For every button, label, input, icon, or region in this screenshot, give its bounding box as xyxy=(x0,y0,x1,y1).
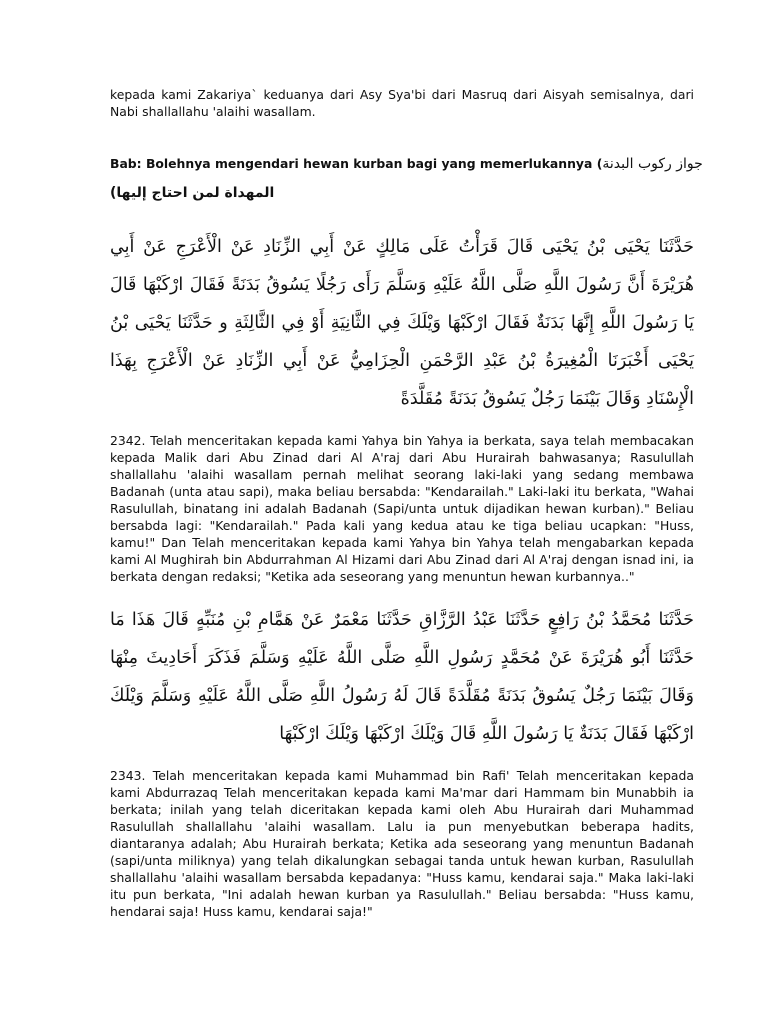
hadith-2343-arabic: حَدَّثَنَا مُحَمَّدُ بْنُ رَافِعٍ حَدَّثَنَا عَبْدُ الرَّزَّاقِ حَدَّثَنَا مَعْمَرٌ عَنْ هَمَّامِ بْنِ مُنَبِّهٍ قَالَ هَذَا مَا حَدَّثَنَا أَبُو هُرَيْرَةَ عَنْ مُحَمَّدٍ رَسُولِ اللَّهِ صَلَّى اللَّهُ عَلَيْهِ وَسَلَّمَ فَذَكَرَ أَحَادِيثَ مِنْهَا وَقَالَ بَيْنَمَا رَجُلٌ يَسُوقُ بَدَنَةً مُقَلَّدَةً قَالَ لَهُ رَسُولُ اللَّهِ صَلَّى اللَّهُ عَلَيْهِ وَسَلَّمَ وَيْلَكَ ارْكَبْهَا فَقَالَ بَدَنَةٌ يَا رَسُولَ اللَّهِ قَالَ وَيْلَكَ ارْكَبْهَا وَيْلَكَ ارْكَبْهَا xyxy=(110,610,694,744)
intro-paragraph: kepada kami Zakariya` keduanya dari Asy Sya'bi dari Masruq dari Aisyah semisalnya, dari Nabi shallallahu 'alaihi wasallam. xyxy=(110,87,694,119)
hadith-2342-arabic: حَدَّثَنَا يَحْيَى بْنُ يَحْيَى قَالَ قَرَأْتُ عَلَى مَالِكٍ عَنْ أَبِي الزِّنَادِ عَنْ الْأَعْرَجِ عَنْ أَبِي هُرَيْرَةَ أَنَّ رَسُولَ اللَّهِ صَلَّى اللَّهُ عَلَيْهِ وَسَلَّمَ رَأَى رَجُلًا يَسُوقُ بَدَنَةً فَقَالَ ارْكَبْهَا قَالَ يَا رَسُولَ اللَّهِ إِنَّهَا بَدَنَةٌ فَقَالَ ارْكَبْهَا وَيْلَكَ فِي الثَّانِيَةِ أَوْ فِي الثَّالِثَةِ و حَدَّثَنَا يَحْيَى بْنُ يَحْيَى أَخْبَرَنَا الْمُغِيرَةُ بْنُ عَبْدِ الرَّحْمَنِ الْحِزَامِيُّ عَنْ أَبِي الزِّنَادِ عَنْ الْأَعْرَجِ بِهَذَا الْإِسْنَادِ وَقَالَ بَيْنَمَا رَجُلٌ يَسُوقُ بَدَنَةً مُقَلَّدَةً xyxy=(110,237,694,409)
hadith-2343-translation: 2343. Telah menceritakan kepada kami Muhammad bin Rafi' Telah menceritakan kepada kami Abdurrazaq Telah menceritakan kepada kami Ma'mar dari Hammam bin Munabbih ia berkata; inilah yang telah diceritakan kepada kami oleh Abu Hurairah dari Muhammad Rasulullah shallallahu 'alaihi wasallam. Lalu ia pun menyebutkan beberapa hadits, diantaranya adalah; Abu Hurairah berkata; Ketika ada seseorang yang menuntun Badanah (sapi/unta miliknya) yang telah dikalungkan sebagai tanda untuk hewan kurban, Rasulullah shallallahu 'alaihi wasallam bersabda kepadanya: "Huss kamu, kendarai saja." Maka laki-laki itu pun berkata, "Ini adalah hewan kurban ya Rasulullah." Beliau bersabda: "Huss kamu, hendarai saja! Huss kamu, kendarai saja!" xyxy=(110,768,694,919)
chapter-heading-arabic-line2: المهداة لمن احتاج إليها) xyxy=(110,185,275,201)
chapter-heading-arabic: جواز ركوب البدنة xyxy=(602,156,703,172)
document-page xyxy=(110,86,703,936)
chapter-heading xyxy=(110,154,703,174)
hadith-2342-translation: 2342. Telah menceritakan kepada kami Yahya bin Yahya ia berkata, saya telah membacakan kepada Malik dari Abu Zinad dari Al A'raj dari Abu Hurairah bahwasanya; Rasulullah shallallahu 'alaihi wasallam pernah melihat seorang laki-laki yang sedang membawa Badanah (unta atau sapi), maka beliau bersabda: "Kendarailah." Laki-laki itu berkata, "Wahai Rasulullah, binatang ini adalah Badanah (Sapi/unta untuk dijadikan hewan kurban)." Beliau bersabda lagi: "Kendarailah." Pada kali yang kedua atau ke tiga beliau ucapkan: "Huss, kamu!" Dan Telah menceritakan kepada kami Yahya bin Yahya telah mengabarkan kepada kami Al Mughirah bin Abdurrahman Al Hizami dari Abu Zinad dari Al A'raj dengan isnad ini, ia berkata dengan redaksi; "Ketika ada seseorang yang menuntun hewan kurbannya.." xyxy=(110,433,694,584)
chapter-heading-label: Bab: Bolehnya mengendari hewan kurban bagi yang memerlukannya ( xyxy=(110,156,603,171)
